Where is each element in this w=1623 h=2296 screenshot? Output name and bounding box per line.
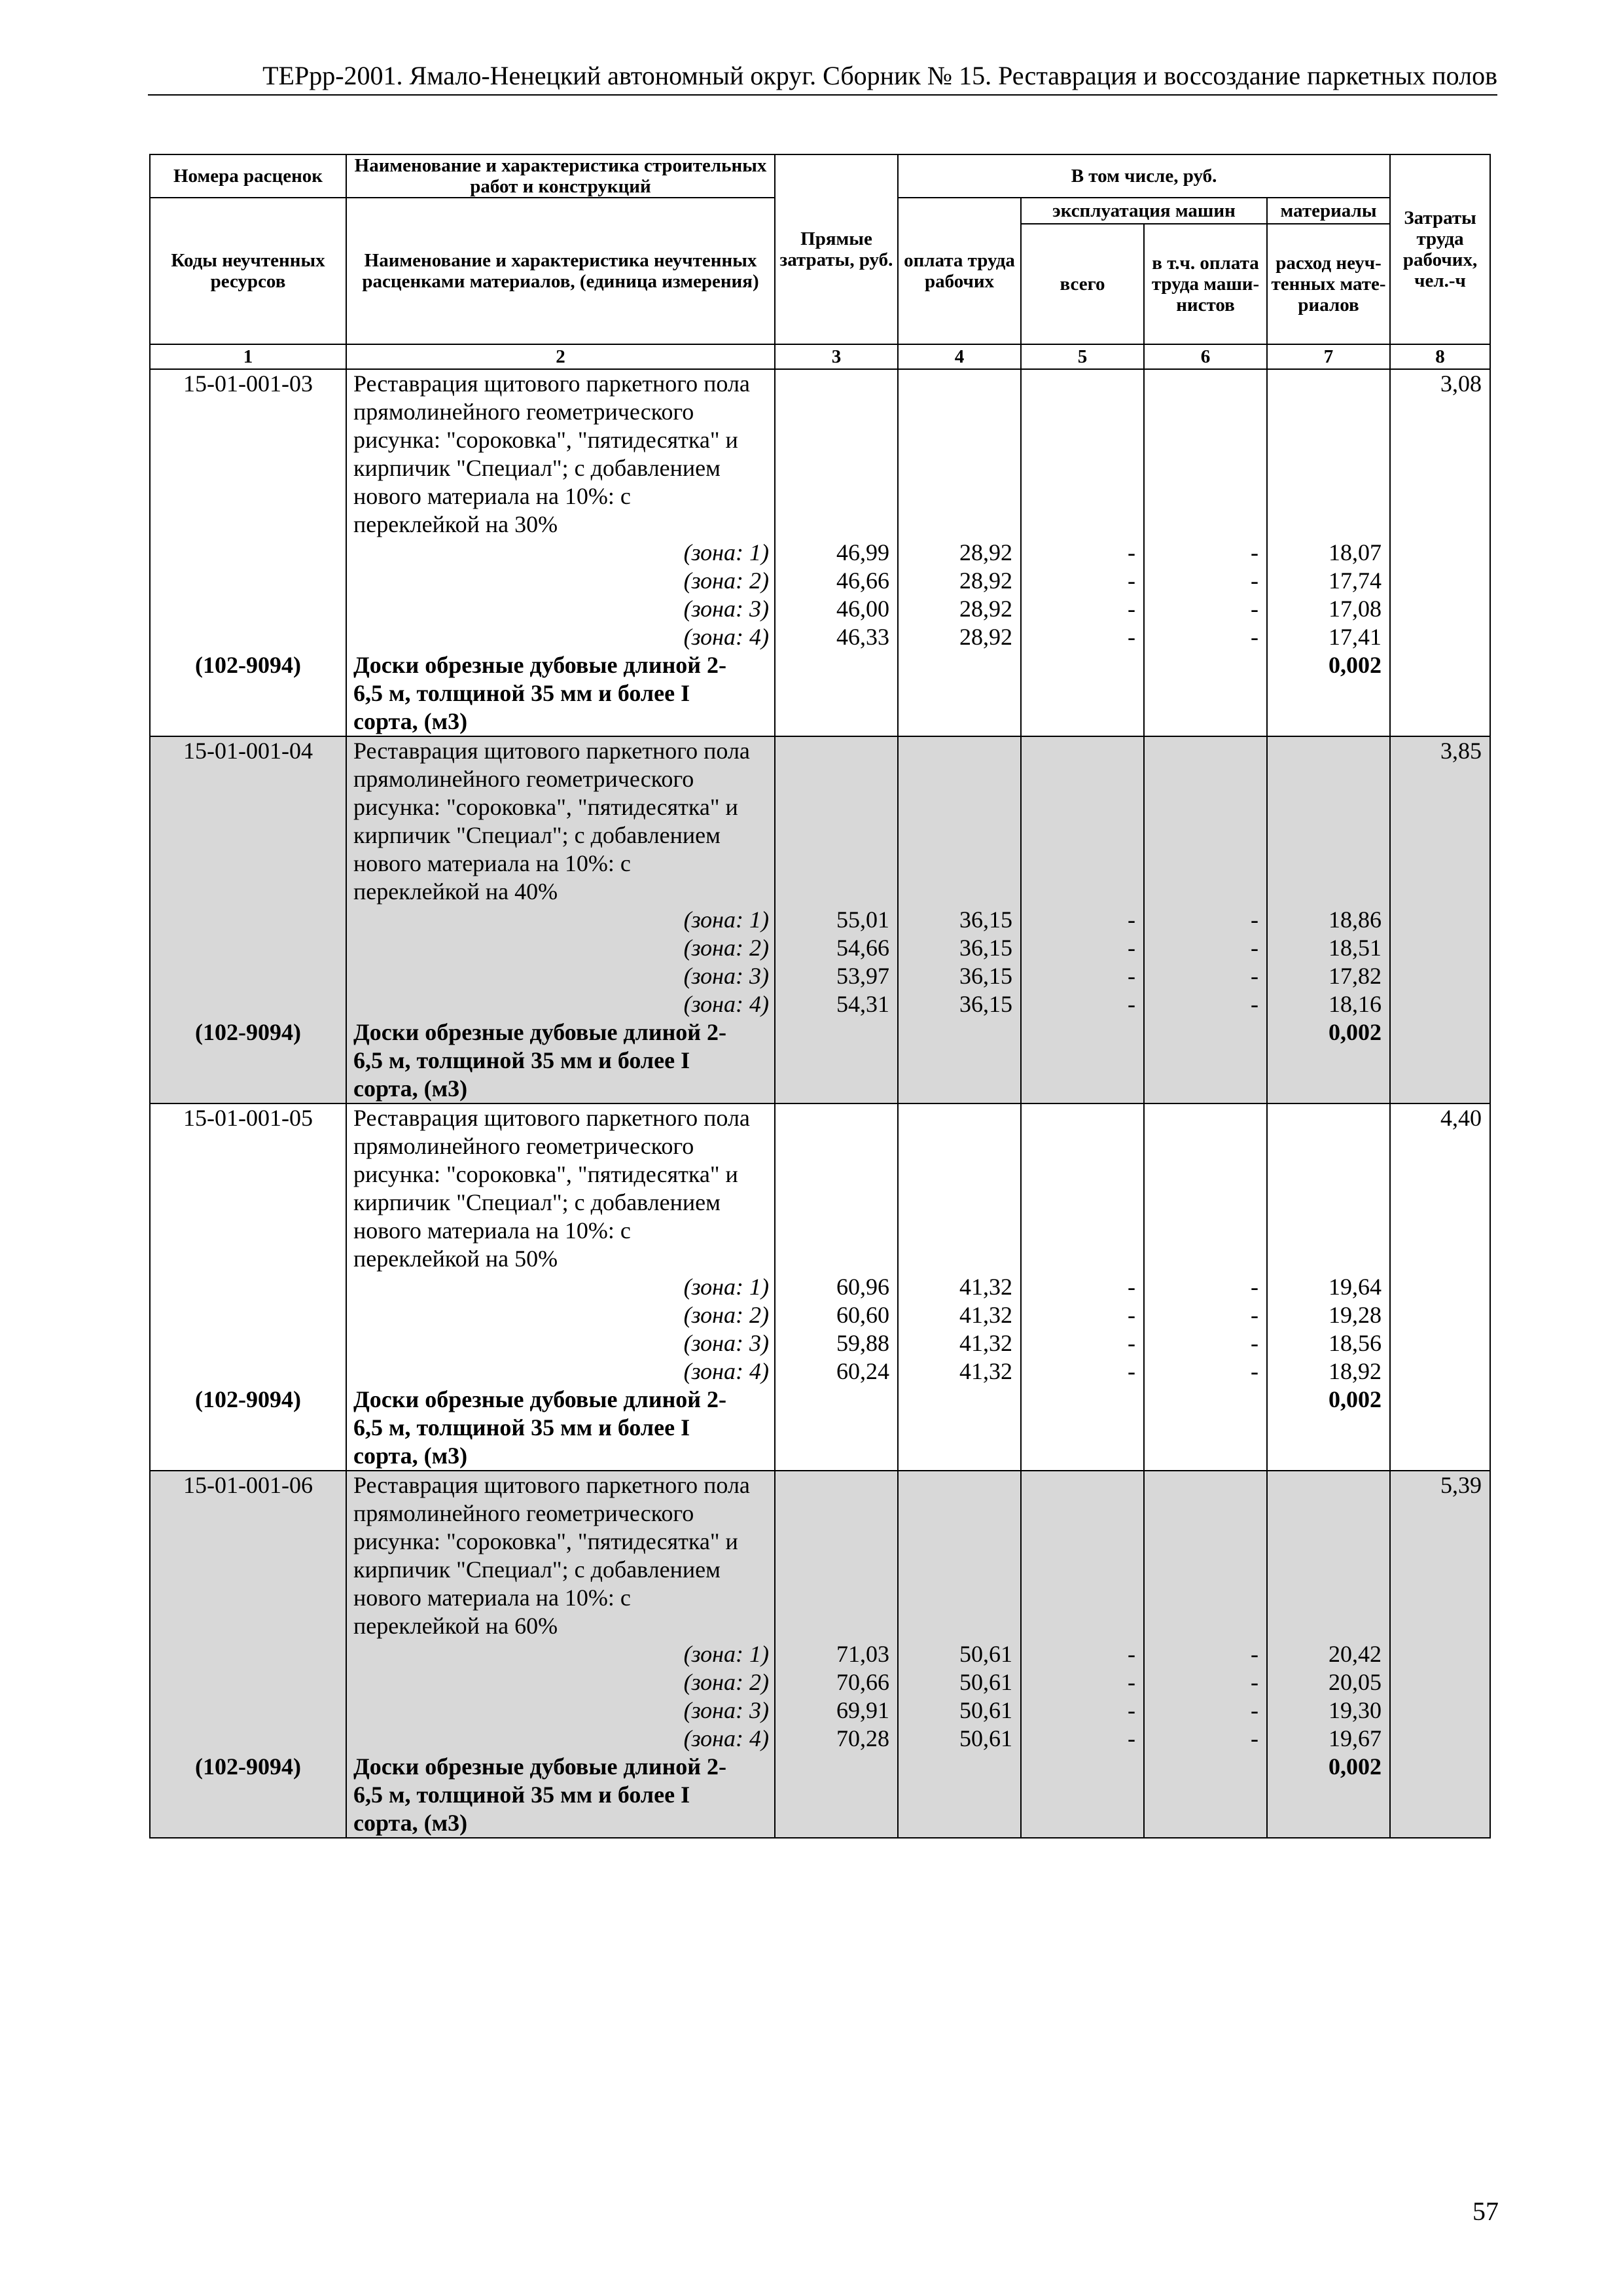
rates-table bbox=[149, 154, 1491, 1839]
resource-qty: 0,002 bbox=[1329, 1386, 1382, 1412]
header-including: В том числе, руб. bbox=[898, 154, 1390, 198]
rate-entry bbox=[150, 736, 1490, 1103]
rate-entry bbox=[150, 369, 1490, 736]
materials-value: 20,42 bbox=[1329, 1641, 1382, 1667]
labor-cost-value: 5,39 bbox=[1440, 1472, 1482, 1498]
description-line: переклейкой на 40% bbox=[353, 878, 558, 905]
materials-value: 20,05 bbox=[1329, 1669, 1382, 1695]
zone-label: (зона: 1) bbox=[683, 1641, 769, 1667]
labor-pay-value: 36,15 bbox=[959, 935, 1012, 961]
labor-pay-value: 41,32 bbox=[959, 1358, 1012, 1384]
machines-total-value: - bbox=[1128, 935, 1135, 961]
zone-label: (зона: 1) bbox=[683, 1274, 769, 1300]
direct-costs-cell bbox=[775, 736, 898, 1103]
header-direct-costs: Прямые затраты, руб. bbox=[775, 154, 898, 344]
description-line: рисунка: "сороковка", "пятидесятка" и bbox=[353, 794, 738, 820]
materials-value: 19,30 bbox=[1329, 1697, 1382, 1723]
machines-total-value: - bbox=[1128, 624, 1135, 650]
header-material-name: Наименование и характеристика неучтенных расценками материалов, (единица измерения) bbox=[346, 198, 775, 344]
machines-labor-cell bbox=[1144, 1471, 1267, 1838]
resource-qty: 0,002 bbox=[1329, 652, 1382, 678]
machines-labor-value: - bbox=[1251, 567, 1258, 594]
col-number: 1 bbox=[150, 344, 346, 369]
description-line: нового материала на 10%: с bbox=[353, 483, 631, 509]
machines-labor-value: - bbox=[1251, 1669, 1258, 1695]
direct-cost-value: 69,91 bbox=[836, 1697, 889, 1723]
table-row bbox=[150, 736, 1490, 1103]
materials-cell bbox=[1267, 736, 1390, 1103]
direct-costs-cell bbox=[775, 369, 898, 736]
header-machines-total: всего bbox=[1021, 224, 1144, 344]
direct-cost-value: 60,96 bbox=[836, 1274, 889, 1300]
machines-labor-value: - bbox=[1251, 1725, 1258, 1751]
header-rule bbox=[148, 94, 1497, 96]
header-labor-cost: Затраты труда рабочих, чел.-ч bbox=[1390, 154, 1490, 344]
description-line: кирпичик "Специал"; с добавлением bbox=[353, 1556, 721, 1583]
labor-pay-value: 28,92 bbox=[959, 596, 1012, 622]
labor-pay-value: 50,61 bbox=[959, 1641, 1012, 1667]
direct-cost-value: 46,66 bbox=[836, 567, 889, 594]
rate-code: 15-01-001-04 bbox=[183, 738, 313, 764]
header-materials: материалы bbox=[1267, 198, 1390, 224]
labor-pay-cell bbox=[898, 1471, 1021, 1838]
labor-cost-cell bbox=[1390, 1103, 1490, 1471]
col-number: 6 bbox=[1144, 344, 1267, 369]
description-line: кирпичик "Специал"; с добавлением bbox=[353, 1189, 721, 1215]
resource-name-line: сорта, (м3) bbox=[353, 1443, 468, 1469]
header-machines-labor: в т.ч. оплата труда маши-нистов bbox=[1144, 224, 1267, 344]
description-line: прямолинейного геометрического bbox=[353, 1133, 694, 1159]
rate-code-cell bbox=[150, 369, 346, 736]
materials-value: 18,07 bbox=[1329, 539, 1382, 565]
rate-code: 15-01-001-06 bbox=[183, 1472, 313, 1498]
machines-total-cell bbox=[1021, 369, 1144, 736]
labor-pay-value: 28,92 bbox=[959, 624, 1012, 650]
resource-code: (102-9094) bbox=[195, 1386, 301, 1412]
labor-pay-value: 50,61 bbox=[959, 1697, 1012, 1723]
description-line: переклейкой на 60% bbox=[353, 1613, 558, 1639]
direct-cost-value: 55,01 bbox=[836, 906, 889, 933]
resource-name-line: 6,5 м, толщиной 35 мм и более I bbox=[353, 680, 690, 706]
materials-cell bbox=[1267, 1471, 1390, 1838]
resource-code: (102-9094) bbox=[195, 652, 301, 678]
labor-cost-value: 3,08 bbox=[1440, 370, 1482, 397]
direct-costs-cell bbox=[775, 1103, 898, 1471]
header-rate-numbers: Номера расценок bbox=[150, 154, 346, 198]
materials-value: 18,56 bbox=[1329, 1330, 1382, 1356]
materials-value: 17,82 bbox=[1329, 963, 1382, 989]
zone-label: (зона: 4) bbox=[683, 1725, 769, 1751]
labor-pay-value: 36,15 bbox=[959, 963, 1012, 989]
materials-cell bbox=[1267, 369, 1390, 736]
machines-total-value: - bbox=[1128, 567, 1135, 594]
machines-labor-cell bbox=[1144, 736, 1267, 1103]
col-number: 5 bbox=[1021, 344, 1144, 369]
labor-pay-cell bbox=[898, 736, 1021, 1103]
description-line: рисунка: "сороковка", "пятидесятка" и bbox=[353, 427, 738, 453]
col-number: 7 bbox=[1267, 344, 1390, 369]
direct-cost-value: 59,88 bbox=[836, 1330, 889, 1356]
description-line: переклейкой на 30% bbox=[353, 511, 558, 537]
machines-labor-cell bbox=[1144, 369, 1267, 736]
materials-value: 18,16 bbox=[1329, 991, 1382, 1017]
resource-name-line: Доски обрезные дубовые длиной 2- bbox=[353, 1019, 727, 1045]
machines-total-value: - bbox=[1128, 1697, 1135, 1723]
resource-name-line: сорта, (м3) bbox=[353, 1075, 468, 1102]
description-line: рисунка: "сороковка", "пятидесятка" и bbox=[353, 1528, 738, 1554]
direct-costs-cell bbox=[775, 1471, 898, 1838]
machines-total-value: - bbox=[1128, 991, 1135, 1017]
page-number: 57 bbox=[1472, 2197, 1499, 2226]
materials-cell bbox=[1267, 1103, 1390, 1471]
machines-total-cell bbox=[1021, 1103, 1144, 1471]
rate-code-cell bbox=[150, 1471, 346, 1838]
direct-cost-value: 60,60 bbox=[836, 1302, 889, 1328]
description-line: прямолинейного геометрического bbox=[353, 766, 694, 792]
description-cell bbox=[346, 1103, 775, 1471]
col-number: 2 bbox=[346, 344, 775, 369]
labor-pay-value: 41,32 bbox=[959, 1274, 1012, 1300]
materials-value: 17,41 bbox=[1329, 624, 1382, 650]
zone-label: (зона: 3) bbox=[683, 963, 769, 989]
zone-label: (зона: 1) bbox=[683, 906, 769, 933]
description-line: кирпичик "Специал"; с добавлением bbox=[353, 822, 721, 848]
machines-total-value: - bbox=[1128, 906, 1135, 933]
materials-value: 18,86 bbox=[1329, 906, 1382, 933]
labor-pay-cell bbox=[898, 369, 1021, 736]
rate-code-cell bbox=[150, 1103, 346, 1471]
labor-cost-cell bbox=[1390, 1471, 1490, 1838]
resource-qty: 0,002 bbox=[1329, 1753, 1382, 1780]
materials-value: 19,64 bbox=[1329, 1274, 1382, 1300]
resource-name-line: сорта, (м3) bbox=[353, 1810, 468, 1836]
machines-total-value: - bbox=[1128, 539, 1135, 565]
labor-cost-cell bbox=[1390, 369, 1490, 736]
machines-total-cell bbox=[1021, 1471, 1144, 1838]
description-cell bbox=[346, 1471, 775, 1838]
zone-label: (зона: 4) bbox=[683, 624, 769, 650]
description-line: Реставрация щитового паркетного пола bbox=[353, 1105, 750, 1131]
machines-labor-value: - bbox=[1251, 1697, 1258, 1723]
resource-qty: 0,002 bbox=[1329, 1019, 1382, 1045]
machines-labor-value: - bbox=[1251, 906, 1258, 933]
machines-total-value: - bbox=[1128, 596, 1135, 622]
running-header: ТЕРрр-2001. Ямало-Ненецкий автономный округ. Сборник № 15. Реставрация и воссоздание паркетных полов bbox=[262, 61, 1497, 90]
description-line: кирпичик "Специал"; с добавлением bbox=[353, 455, 721, 481]
description-line: прямолинейного геометрического bbox=[353, 399, 694, 425]
col-number: 8 bbox=[1390, 344, 1490, 369]
header-machines: эксплуатация машин bbox=[1021, 198, 1267, 224]
resource-name-line: Доски обрезные дубовые длиной 2- bbox=[353, 1753, 727, 1780]
materials-value: 18,51 bbox=[1329, 935, 1382, 961]
materials-value: 17,74 bbox=[1329, 567, 1382, 594]
table-row bbox=[150, 1103, 1490, 1471]
labor-cost-value: 3,85 bbox=[1440, 738, 1482, 764]
machines-labor-value: - bbox=[1251, 935, 1258, 961]
direct-cost-value: 54,31 bbox=[836, 991, 889, 1017]
rate-entry bbox=[150, 1103, 1490, 1471]
direct-cost-value: 71,03 bbox=[836, 1641, 889, 1667]
zone-label: (зона: 3) bbox=[683, 1330, 769, 1356]
labor-pay-value: 36,15 bbox=[959, 906, 1012, 933]
description-line: нового материала на 10%: с bbox=[353, 1585, 631, 1611]
machines-labor-value: - bbox=[1251, 963, 1258, 989]
description-line: нового материала на 10%: с bbox=[353, 1217, 631, 1244]
zone-label: (зона: 3) bbox=[683, 1697, 769, 1723]
machines-total-value: - bbox=[1128, 1358, 1135, 1384]
resource-name-line: Доски обрезные дубовые длиной 2- bbox=[353, 652, 727, 678]
resource-name-line: Доски обрезные дубовые длиной 2- bbox=[353, 1386, 727, 1412]
machines-total-value: - bbox=[1128, 1641, 1135, 1667]
direct-cost-value: 46,99 bbox=[836, 539, 889, 565]
rate-code: 15-01-001-03 bbox=[183, 370, 313, 397]
table-row bbox=[150, 369, 1490, 736]
description-cell bbox=[346, 369, 775, 736]
direct-cost-value: 46,33 bbox=[836, 624, 889, 650]
resource-code: (102-9094) bbox=[195, 1019, 301, 1045]
labor-cost-value: 4,40 bbox=[1440, 1105, 1482, 1131]
direct-cost-value: 46,00 bbox=[836, 596, 889, 622]
table-header bbox=[150, 154, 1490, 369]
labor-pay-value: 36,15 bbox=[959, 991, 1012, 1017]
resource-name-line: сорта, (м3) bbox=[353, 708, 468, 734]
labor-pay-value: 28,92 bbox=[959, 567, 1012, 594]
col-number: 4 bbox=[898, 344, 1021, 369]
labor-pay-value: 50,61 bbox=[959, 1725, 1012, 1751]
zone-label: (зона: 4) bbox=[683, 991, 769, 1017]
resource-name-line: 6,5 м, толщиной 35 мм и более I bbox=[353, 1047, 690, 1073]
machines-labor-value: - bbox=[1251, 991, 1258, 1017]
machines-total-cell bbox=[1021, 736, 1144, 1103]
labor-pay-value: 41,32 bbox=[959, 1330, 1012, 1356]
description-cell bbox=[346, 736, 775, 1103]
zone-label: (зона: 2) bbox=[683, 935, 769, 961]
header-resource-codes: Коды неучтенных ресурсов bbox=[150, 198, 346, 344]
materials-value: 19,28 bbox=[1329, 1302, 1382, 1328]
zone-label: (зона: 2) bbox=[683, 1669, 769, 1695]
zone-label: (зона: 2) bbox=[683, 1302, 769, 1328]
labor-pay-cell bbox=[898, 1103, 1021, 1471]
zone-label: (зона: 1) bbox=[683, 539, 769, 565]
labor-cost-cell bbox=[1390, 736, 1490, 1103]
machines-labor-value: - bbox=[1251, 1358, 1258, 1384]
zone-label: (зона: 4) bbox=[683, 1358, 769, 1384]
description-line: рисунка: "сороковка", "пятидесятка" и bbox=[353, 1161, 738, 1187]
machines-labor-value: - bbox=[1251, 539, 1258, 565]
machines-labor-value: - bbox=[1251, 596, 1258, 622]
direct-cost-value: 70,66 bbox=[836, 1669, 889, 1695]
materials-value: 18,92 bbox=[1329, 1358, 1382, 1384]
machines-total-value: - bbox=[1128, 1669, 1135, 1695]
machines-labor-value: - bbox=[1251, 1641, 1258, 1667]
direct-cost-value: 53,97 bbox=[836, 963, 889, 989]
rate-code: 15-01-001-05 bbox=[183, 1105, 313, 1131]
machines-labor-value: - bbox=[1251, 1302, 1258, 1328]
machines-labor-cell bbox=[1144, 1103, 1267, 1471]
machines-total-value: - bbox=[1128, 1330, 1135, 1356]
rate-entry bbox=[150, 1471, 1490, 1838]
description-line: нового материала на 10%: с bbox=[353, 850, 631, 876]
machines-labor-value: - bbox=[1251, 1274, 1258, 1300]
col-number: 3 bbox=[775, 344, 898, 369]
machines-labor-value: - bbox=[1251, 624, 1258, 650]
description-line: Реставрация щитового паркетного пола bbox=[353, 738, 750, 764]
machines-total-value: - bbox=[1128, 1274, 1135, 1300]
resource-name-line: 6,5 м, толщиной 35 мм и более I bbox=[353, 1782, 690, 1808]
labor-pay-value: 28,92 bbox=[959, 539, 1012, 565]
direct-cost-value: 54,66 bbox=[836, 935, 889, 961]
direct-cost-value: 70,28 bbox=[836, 1725, 889, 1751]
resource-name-line: 6,5 м, толщиной 35 мм и более I bbox=[353, 1414, 690, 1441]
description-line: переклейкой на 50% bbox=[353, 1246, 558, 1272]
machines-total-value: - bbox=[1128, 1725, 1135, 1751]
description-line: Реставрация щитового паркетного пола bbox=[353, 370, 750, 397]
zone-label: (зона: 2) bbox=[683, 567, 769, 594]
labor-pay-value: 41,32 bbox=[959, 1302, 1012, 1328]
header-work-name: Наименование и характеристика строительных работ и конструкций bbox=[346, 154, 775, 198]
description-line: Реставрация щитового паркетного пола bbox=[353, 1472, 750, 1498]
table-row bbox=[150, 1471, 1490, 1838]
description-line: прямолинейного геометрического bbox=[353, 1500, 694, 1526]
machines-labor-value: - bbox=[1251, 1330, 1258, 1356]
header-materials-sub: расход неуч-тенных мате-риалов bbox=[1267, 224, 1390, 344]
rate-code-cell bbox=[150, 736, 346, 1103]
materials-value: 17,08 bbox=[1329, 596, 1382, 622]
zone-label: (зона: 3) bbox=[683, 596, 769, 622]
direct-cost-value: 60,24 bbox=[836, 1358, 889, 1384]
machines-total-value: - bbox=[1128, 1302, 1135, 1328]
header-labor-pay: оплата труда рабочих bbox=[898, 198, 1021, 344]
resource-code: (102-9094) bbox=[195, 1753, 301, 1780]
machines-total-value: - bbox=[1128, 963, 1135, 989]
materials-value: 19,67 bbox=[1329, 1725, 1382, 1751]
labor-pay-value: 50,61 bbox=[959, 1669, 1012, 1695]
